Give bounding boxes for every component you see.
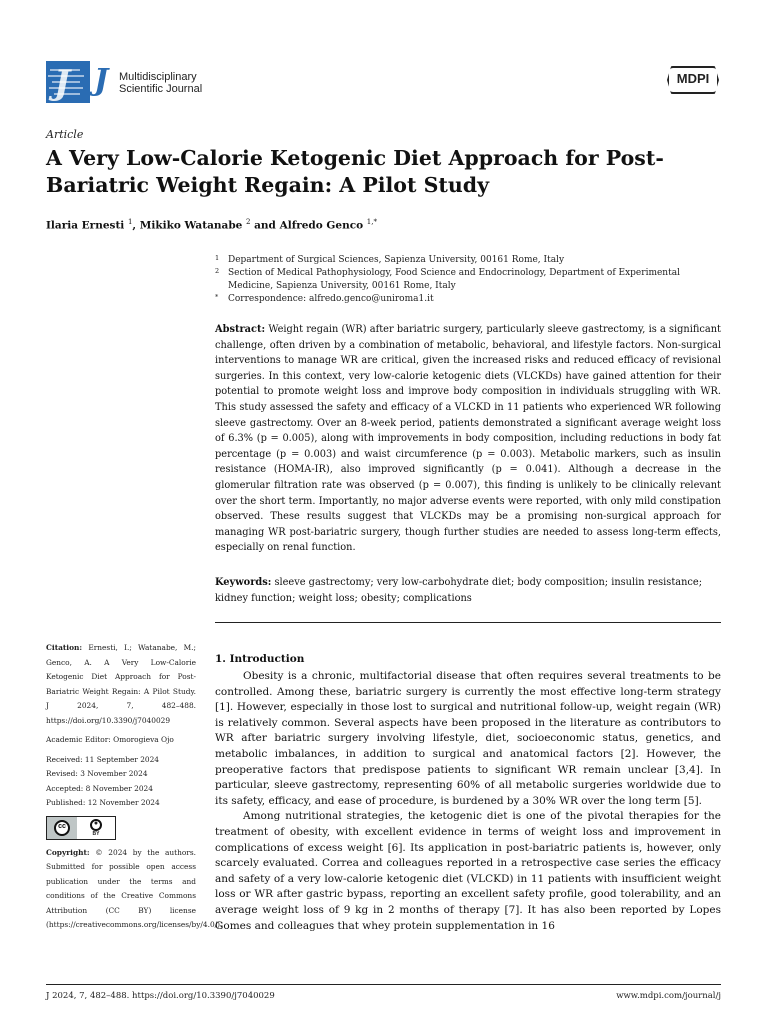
article-title: A Very Low-Calorie Ketogenic Diet Approach for Post-Bariatric Weight Regain: A Pilot Study [46, 146, 664, 197]
journal-name [119, 71, 202, 95]
correspondence-item [215, 293, 715, 306]
citation-text: Ernesti, I.; Watanabe, M.; Genco, A. A Very Low-Calorie Ketogenic Diet Approach for Post-Bariatric Weight Regain: A Pilot Study. J 2024, 7, 482–488. https://doi.org/10.3390/j7040029 [46, 643, 196, 725]
journal-name-line2: Scientific Journal [119, 83, 203, 95]
body-paragraph: Obesity is a chronic, multifactorial disease that often requires several treatments to be controlled. Among these, bariatric surgery is currently the most effective long-term strategy [1]. However, especially in those lost to surgical and nutritional follow-up, weight regain (WR) is relatively common. Several aspects have been proposed in the literature as contributors to WR after bariatric surgery involving lifestyle, diet, socioeconomic status, genetics, and metabolic imbalances, in addition to surgical and anatomical factors [2]. However, the preoperative factors that predispose patients to significant WR remain unclear [3,4]. In particular, sleeve gastrectomy, representing 60% of all metabolic surgeries worldwide due to its safety, efficacy, and ease of procedure, is burdened by a 30% WR over the long term [5]. [215, 670, 721, 807]
author-list: Ilaria Ernesti $^1$, Mikiko Watanabe $^2$ and Alfredo Genco $^{1,*}$ [46, 218, 377, 232]
mdpi-logo [667, 66, 719, 94]
author-name: Alfredo Genco [279, 219, 364, 232]
journal-logo-glyph: J [54, 63, 71, 103]
author-name: Mikiko Watanabe [139, 219, 243, 232]
author-name: Ilaria Ernesti [46, 219, 125, 232]
revised-date: Revised: 3 November 2024 [46, 769, 148, 778]
affiliation-number: 1 [215, 254, 220, 262]
mdpi-logo-text: MDPI [676, 71, 710, 86]
author-affiliation-mark: 2 [246, 218, 251, 226]
keywords-text: sleeve gastrectomy; very low-carbohydrate diet; body composition; insulin resistance; kidney function; weight loss; obesity; complications [215, 577, 703, 604]
person-icon: ● [90, 819, 102, 831]
by-label: BY [92, 830, 100, 837]
cc-icon: cc [47, 817, 77, 839]
copyright-label: Copyright: [46, 847, 90, 857]
cc-by-license-badge[interactable] [46, 816, 116, 840]
keywords [215, 575, 721, 606]
citation-block [46, 641, 196, 728]
copyright-block [46, 846, 223, 933]
affiliation-number: * [215, 293, 219, 301]
article-type: Article [46, 128, 84, 141]
body-paragraph: Among nutritional strategies, the ketogenic diet is one of the pivotal therapies for the treatment of obesity, with excellent evidence in terms of weight loss and improvement in complications of excess weight [6]. Its application in post-bariatric patients is, however, only scarcely evaluated. Correa and colleagues reported in a retrospective case series the efficacy and safety of a very low-calorie ketogenic diet (VLCKD) in 11 patients with insufficient weight loss or WR after gastric bypass, reporting an excellent safety profile, good tolerability, and an average weight loss of 9 kg in 2 months of therapy [7]. It has also been reported by Lopes Gomes and colleagues that whey protein supplementation in 16 [215, 810, 721, 932]
footer-citation: J 2024, 7, 482–488. https://doi.org/10.3390/j7040029 [46, 991, 275, 1001]
section-heading-introduction: 1. Introduction [215, 653, 305, 665]
correspondence-text: Correspondence: alfredo.genco@uniroma1.it [228, 294, 434, 304]
keywords-label: Keywords: [215, 577, 272, 588]
affiliation-item [215, 254, 715, 267]
affiliation-text: Section of Medical Pathophysiology, Food Science and Endocrinology, Department of Experimental Medicine, Sapienza University, 00161 Rome, Italy [228, 268, 680, 291]
academic-editor: Academic Editor: Omorogieva Ojo [46, 735, 174, 744]
abstract-label: Abstract: [215, 324, 266, 335]
accepted-date: Accepted: 8 November 2024 [46, 783, 153, 793]
affiliation-item [215, 267, 715, 293]
affiliation-list [215, 254, 715, 306]
journal-logo-icon [46, 61, 90, 103]
author-affiliation-mark: 1,* [366, 218, 377, 226]
introduction-body [215, 669, 721, 934]
abstract-text: Weight regain (WR) after bariatric surgery, particularly sleeve gastrectomy, is a significant challenge, often driven by a combination of metabolic, behavioral, and lifestyle factors. Non-surgical interventions to manage WR are critical, given the increased risks and reduced efficacy of revisional surgeries. In this context, very low-calorie ketogenic diets (VLCKDs) have gained attention for their potential to promote weight loss and improve body composition in individuals struggling with WR. This study assessed the safety and efficacy of a VLCKD in 11 patients who experienced WR following sleeve gastrectomy. Over an 8-week period, patients demonstrated a significant average weight loss of 6.3% (p = 0.005), along with improvements in body composition, including reductions in body fat percentage (p = 0.003) and waist circumference (p = 0.003). Metabolic markers, such as insulin resistance (HOMA-IR), also improved significantly (p = 0.041). Although a decrease in the glomerular filtration rate was observed (p = 0.007), this finding is unlikely to be clinically relevant over the short term. Importantly, no major adverse events were reported, with only mild constipation observed. These results suggest that VLCKDs may be a promising non-surgical approach for managing WR post-bariatric surgery, though further studies are needed to assess long-term effects, especially on renal function. [215, 324, 721, 554]
citation-label: Citation: [46, 643, 83, 652]
affiliation-text: Department of Surgical Sciences, Sapienza University, 00161 Rome, Italy [228, 255, 565, 265]
section-divider [215, 622, 721, 623]
journal-name-line1: Multidisciplinary [119, 71, 197, 83]
author-affiliation-mark: 1 [127, 218, 133, 226]
affiliation-number: 2 [215, 267, 220, 275]
copyright-text: © 2024 by the authors. Submitted for possible open access publication under the terms and conditions of the Creative Commons Attribution (CC BY) license (https://creativecommons.org/licenses/by/4.0/). [46, 847, 223, 929]
journal-letter: J [94, 63, 109, 98]
published-date: Published: 12 November 2024 [46, 798, 160, 807]
article-info-sidebar [46, 641, 223, 938]
received-date: Received: 11 September 2024 [46, 754, 160, 764]
footer-divider [46, 984, 721, 985]
footer-journal-url[interactable]: www.mdpi.com/journal/j [616, 991, 721, 1001]
by-icon [77, 817, 115, 839]
abstract [215, 322, 721, 556]
